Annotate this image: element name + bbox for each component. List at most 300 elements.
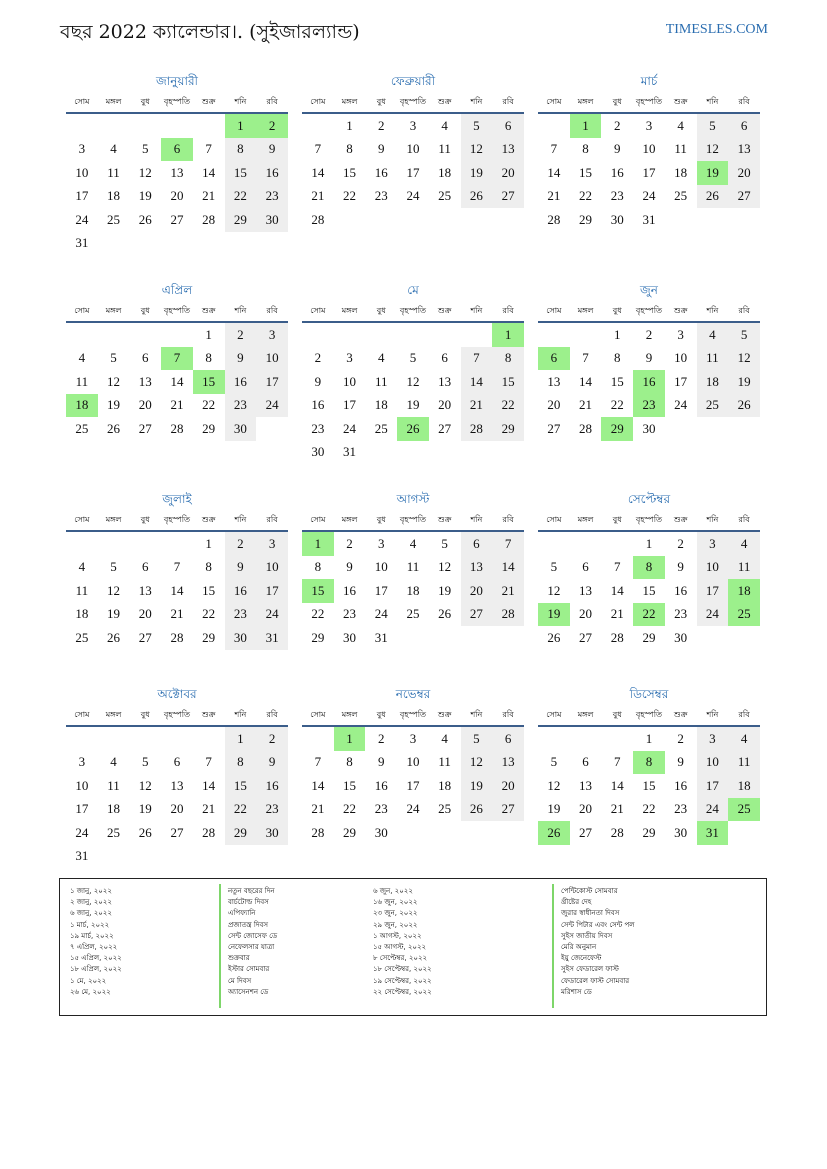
month-calendar: [538, 488, 760, 650]
day-cell: 23: [674, 801, 688, 817]
day-cell: 27: [579, 824, 593, 840]
day-cell: 9: [645, 350, 653, 366]
day-cell: 3: [378, 535, 385, 551]
weekday-header: রবি: [256, 301, 288, 322]
day-cell: 7: [205, 141, 212, 157]
day-cell: 21: [311, 801, 325, 817]
day-cell: 30: [343, 629, 357, 645]
empty-cell: [193, 232, 225, 256]
day-cell: 30: [311, 444, 325, 460]
day-cell: 2: [645, 326, 653, 342]
day-cell: 18: [374, 397, 388, 413]
day-cell: 30: [610, 211, 624, 227]
day-cell: 5: [110, 350, 117, 366]
legend-date: ২৬ মে, ২০২২: [70, 987, 111, 996]
empty-cell: [397, 821, 429, 845]
weekday-header: মঙ্গল: [334, 705, 366, 726]
month-name: জানুয়ারী: [156, 74, 198, 88]
weekday-header: মঙ্গল: [334, 92, 366, 113]
day-cell: 9: [378, 754, 385, 770]
legend-left-names: [228, 886, 277, 998]
day-cell: 26: [461, 798, 493, 822]
day-cell: 9: [614, 141, 621, 157]
day-cell: 24: [343, 420, 357, 436]
month-calendar: [66, 683, 288, 868]
day-cell: 25: [75, 629, 89, 645]
day-cell: 29: [642, 824, 656, 840]
day-cell: 13: [138, 373, 152, 389]
weekday-header: বৃহস্পতি: [161, 705, 193, 726]
empty-cell: [365, 322, 397, 347]
day-cell: 26: [107, 420, 121, 436]
day-cell: 17: [256, 579, 288, 603]
day-cell: 26: [397, 417, 429, 441]
day-cell: 23: [374, 188, 388, 204]
day-cell: 14: [610, 582, 624, 598]
legend-date: ২ জানু, ২০২২: [70, 898, 112, 907]
empty-cell: [397, 626, 429, 650]
day-cell: 7: [582, 350, 589, 366]
day-cell: 18: [728, 579, 760, 603]
day-cell: 12: [547, 582, 561, 598]
day-cell: 8: [633, 751, 665, 775]
day-cell: 16: [633, 370, 665, 394]
day-cell: 24: [406, 801, 420, 817]
day-cell: 27: [461, 603, 493, 627]
day-cell: 13: [461, 556, 493, 580]
day-cell: 14: [610, 777, 624, 793]
empty-cell: [570, 726, 602, 751]
day-cell: 29: [601, 417, 633, 441]
day-cell: 31: [374, 629, 388, 645]
month-table: [302, 705, 524, 845]
weekday-header: শুক্র: [193, 301, 225, 322]
day-cell: 18: [406, 582, 420, 598]
day-cell: 4: [378, 350, 385, 366]
day-cell: 11: [374, 373, 388, 389]
day-cell: 8: [314, 559, 322, 575]
empty-cell: [538, 322, 570, 347]
day-cell: 15: [225, 774, 257, 798]
day-cell: 13: [138, 582, 152, 598]
day-cell: 9: [256, 138, 288, 162]
day-cell: 15: [642, 777, 656, 793]
holiday-legend: [59, 878, 767, 1016]
month-name: আগস্ট: [396, 492, 430, 506]
weekday-header: শনি: [225, 301, 257, 322]
day-cell: 13: [492, 751, 524, 775]
day-cell: 28: [547, 211, 561, 227]
day-cell: 1: [346, 117, 353, 133]
day-cell: 25: [107, 211, 121, 227]
legend-date: ২৯ জুন, ২০২২: [373, 920, 418, 929]
day-cell: 4: [78, 350, 86, 366]
weekday-header: মঙ্গল: [334, 301, 366, 322]
month-calendar: [66, 70, 288, 255]
day-cell: 17: [697, 579, 729, 603]
legend-holiday-name: ইস্টার সোমবার: [228, 965, 270, 974]
empty-cell: [98, 845, 130, 869]
day-cell: 2: [256, 113, 288, 138]
day-cell: 23: [256, 798, 288, 822]
day-cell: 25: [728, 798, 760, 822]
day-cell: 15: [202, 582, 216, 598]
weekday-header: শনি: [461, 510, 493, 531]
empty-cell: [728, 417, 760, 441]
day-cell: 20: [728, 161, 760, 185]
day-cell: 14: [311, 777, 325, 793]
legend-date: ১ জানু, ২০২২: [70, 887, 112, 895]
day-cell: 27: [492, 185, 524, 209]
day-cell: 4: [78, 559, 86, 575]
day-cell: 9: [677, 754, 684, 770]
empty-cell: [461, 441, 493, 465]
day-cell: 25: [438, 801, 452, 817]
day-cell: 17: [642, 164, 656, 180]
day-cell: 10: [406, 754, 420, 770]
weekday-header: শুক্র: [429, 705, 461, 726]
day-cell: 2: [677, 730, 684, 746]
day-cell: 13: [492, 138, 524, 162]
day-cell: 14: [170, 582, 184, 598]
day-cell: 27: [579, 629, 593, 645]
weekday-header: শুক্র: [665, 301, 697, 322]
weekday-header: বুধ: [365, 705, 397, 726]
day-cell: 2: [256, 726, 288, 751]
empty-cell: [492, 821, 524, 845]
day-cell: 15: [225, 161, 257, 185]
day-cell: 26: [697, 185, 729, 209]
day-cell: 6: [142, 559, 149, 575]
month-table: [302, 92, 524, 232]
day-cell: 27: [138, 420, 152, 436]
day-cell: 16: [610, 164, 624, 180]
day-cell: 24: [256, 603, 288, 627]
empty-cell: [129, 232, 161, 256]
day-cell: 3: [346, 350, 353, 366]
day-cell: 7: [614, 754, 621, 770]
empty-cell: [225, 845, 257, 869]
weekday-header: শনি: [461, 92, 493, 113]
day-cell: 12: [107, 373, 121, 389]
day-cell: 6: [492, 113, 524, 138]
day-cell: 28: [202, 824, 216, 840]
weekday-header: শুক্র: [429, 92, 461, 113]
day-cell: 4: [441, 730, 448, 746]
day-cell: 18: [75, 606, 89, 622]
day-cell: 23: [374, 801, 388, 817]
empty-cell: [492, 208, 524, 232]
legend-right-names: [561, 886, 635, 998]
day-cell: 16: [256, 161, 288, 185]
day-cell: 23: [311, 420, 325, 436]
day-cell: 4: [441, 117, 448, 133]
day-cell: 4: [409, 535, 417, 551]
day-cell: 16: [343, 582, 357, 598]
day-cell: 5: [142, 141, 149, 157]
day-cell: 1: [302, 531, 334, 556]
empty-cell: [334, 322, 366, 347]
empty-cell: [538, 113, 570, 138]
day-cell: 3: [78, 754, 86, 770]
day-cell: 15: [302, 579, 334, 603]
empty-cell: [601, 531, 633, 556]
day-cell: 19: [406, 397, 420, 413]
day-cell: 9: [314, 373, 322, 389]
month-table: [538, 92, 760, 232]
day-cell: 8: [205, 559, 212, 575]
day-cell: 18: [107, 188, 121, 204]
weekday-header: শনি: [697, 301, 729, 322]
day-cell: 11: [697, 347, 729, 371]
day-cell: 18: [697, 370, 729, 394]
weekday-header: শনি: [697, 510, 729, 531]
day-cell: 23: [343, 606, 357, 622]
weekday-header: মঙ্গল: [98, 301, 130, 322]
weekday-header: শনি: [461, 301, 493, 322]
day-cell: 6: [582, 559, 589, 575]
weekday-header: সোম: [538, 705, 570, 726]
day-cell: 22: [225, 798, 257, 822]
month-name: নভেম্বর: [395, 687, 431, 701]
day-cell: 21: [461, 394, 493, 418]
day-cell: 31: [343, 444, 357, 460]
day-cell: 17: [406, 777, 420, 793]
day-cell: 30: [256, 821, 288, 845]
month-name: এপ্রিল: [161, 283, 193, 297]
day-cell: 19: [697, 161, 729, 185]
day-cell: 22: [642, 801, 656, 817]
day-cell: 13: [170, 164, 184, 180]
day-cell: 19: [461, 161, 493, 185]
empty-cell: [161, 113, 193, 138]
day-cell: 3: [256, 322, 288, 347]
day-cell: 17: [374, 582, 388, 598]
day-cell: 21: [610, 606, 624, 622]
day-cell: 11: [674, 141, 687, 157]
month-calendar: [538, 279, 760, 441]
day-cell: 10: [256, 556, 288, 580]
weekday-header: সোম: [538, 301, 570, 322]
day-cell: 14: [202, 164, 216, 180]
empty-cell: [429, 322, 461, 347]
legend-holiday-name: নতুন বছরের দিন: [228, 887, 275, 895]
day-cell: 6: [728, 113, 760, 138]
day-cell: 22: [343, 801, 357, 817]
day-cell: 12: [461, 751, 493, 775]
day-cell: 13: [170, 777, 184, 793]
month-table: [538, 705, 760, 845]
weekday-header: সোম: [302, 510, 334, 531]
legend-holiday-name: পেন্টিকোস্ট সোমবার: [561, 887, 618, 895]
day-cell: 4: [110, 754, 117, 770]
weekday-header: শুক্র: [429, 510, 461, 531]
day-cell: 24: [697, 798, 729, 822]
empty-cell: [66, 322, 98, 347]
day-cell: 5: [409, 350, 417, 366]
day-cell: 12: [461, 138, 493, 162]
day-cell: 1: [614, 326, 621, 342]
day-cell: 20: [438, 397, 452, 413]
empty-cell: [129, 113, 161, 138]
day-cell: 1: [225, 113, 257, 138]
empty-cell: [225, 232, 257, 256]
legend-holiday-name: খ্রীষ্টের দেহ: [561, 898, 592, 907]
day-cell: 3: [697, 726, 729, 751]
day-cell: 3: [409, 730, 417, 746]
day-cell: 29: [202, 420, 216, 436]
day-cell: 17: [343, 397, 357, 413]
day-cell: 24: [75, 211, 89, 227]
empty-cell: [161, 232, 193, 256]
day-cell: 14: [170, 373, 184, 389]
legend-date: ১৫ আগস্ট, ২০২২: [373, 942, 427, 951]
day-cell: 8: [582, 141, 589, 157]
empty-cell: [66, 726, 98, 751]
day-cell: 23: [610, 188, 624, 204]
empty-cell: [492, 441, 524, 465]
day-cell: 10: [674, 350, 688, 366]
weekday-header: বৃহস্পতি: [633, 705, 665, 726]
day-cell: 29: [343, 824, 357, 840]
day-cell: 13: [438, 373, 452, 389]
day-cell: 23: [225, 603, 257, 627]
weekday-header: মঙ্গল: [570, 705, 602, 726]
day-cell: 15: [343, 164, 357, 180]
day-cell: 27: [138, 629, 152, 645]
weekday-header: বুধ: [365, 92, 397, 113]
empty-cell: [728, 208, 760, 232]
day-cell: 9: [225, 347, 257, 371]
day-cell: 15: [343, 777, 357, 793]
day-cell: 24: [256, 394, 288, 418]
day-cell: 11: [728, 556, 760, 580]
day-cell: 16: [311, 397, 325, 413]
day-cell: 27: [547, 420, 561, 436]
legend-date: ১ মে, ২০২২: [70, 976, 107, 985]
weekday-header: সোম: [538, 92, 570, 113]
weekday-header: শনি: [697, 705, 729, 726]
day-cell: 20: [170, 801, 184, 817]
day-cell: 29: [225, 821, 257, 845]
day-cell: 6: [461, 531, 493, 556]
day-cell: 6: [582, 754, 589, 770]
day-cell: 2: [225, 531, 257, 556]
day-cell: 11: [438, 754, 451, 770]
empty-cell: [570, 531, 602, 556]
weekday-header: বৃহস্পতি: [397, 92, 429, 113]
day-cell: 23: [225, 394, 257, 418]
day-cell: 4: [110, 141, 117, 157]
day-cell: 1: [225, 726, 257, 751]
day-cell: 30: [642, 420, 656, 436]
day-cell: 30: [674, 824, 688, 840]
day-cell: 13: [579, 777, 593, 793]
empty-cell: [302, 726, 334, 751]
day-cell: 22: [202, 397, 216, 413]
day-cell: 28: [461, 417, 493, 441]
day-cell: 28: [579, 420, 593, 436]
empty-cell: [334, 208, 366, 232]
weekday-header: রবি: [256, 705, 288, 726]
day-cell: 17: [75, 801, 89, 817]
weekday-header: বুধ: [365, 510, 397, 531]
weekday-header: মঙ্গল: [570, 510, 602, 531]
empty-cell: [397, 322, 429, 347]
day-cell: 28: [170, 629, 184, 645]
empty-cell: [461, 208, 493, 232]
day-cell: 12: [138, 777, 152, 793]
day-cell: 12: [107, 582, 121, 598]
day-cell: 21: [170, 606, 184, 622]
day-cell: 23: [674, 606, 688, 622]
day-cell: 13: [547, 373, 561, 389]
day-cell: 26: [538, 821, 570, 845]
day-cell: 26: [461, 185, 493, 209]
day-cell: 17: [75, 188, 89, 204]
day-cell: 7: [461, 347, 493, 371]
weekday-header: শুক্র: [665, 92, 697, 113]
day-cell: 26: [438, 606, 452, 622]
weekday-header: রবি: [728, 510, 760, 531]
day-cell: 3: [409, 117, 417, 133]
day-cell: 8: [633, 556, 665, 580]
day-cell: 30: [225, 626, 257, 650]
day-cell: 16: [374, 777, 388, 793]
day-cell: 22: [343, 188, 357, 204]
day-cell: 23: [256, 185, 288, 209]
weekday-header: শনি: [461, 705, 493, 726]
day-cell: 20: [138, 606, 152, 622]
empty-cell: [98, 113, 130, 138]
day-cell: 1: [570, 113, 602, 138]
month-table: [66, 705, 288, 868]
day-cell: 26: [138, 824, 152, 840]
day-cell: 8: [205, 350, 212, 366]
day-cell: 18: [674, 164, 688, 180]
day-cell: 28: [202, 211, 216, 227]
site-link[interactable]: TIMESLES.COM: [665, 22, 768, 37]
empty-cell: [365, 441, 397, 465]
weekday-header: বৃহস্পতি: [633, 92, 665, 113]
month-name: মার্চ: [640, 74, 658, 88]
legend-date: ১৯ সেপ্টেম্বর, ২০২২: [373, 976, 432, 985]
day-cell: 5: [441, 535, 448, 551]
empty-cell: [697, 208, 729, 232]
legend-date: ১৬ জুন, ২০২২: [373, 898, 418, 907]
day-cell: 17: [406, 164, 420, 180]
empty-cell: [397, 441, 429, 465]
day-cell: 6: [142, 350, 149, 366]
month-name: জুন: [640, 283, 658, 297]
empty-cell: [697, 626, 729, 650]
day-cell: 4: [728, 726, 760, 751]
day-cell: 13: [728, 138, 760, 162]
day-cell: 14: [547, 164, 561, 180]
empty-cell: [98, 322, 130, 347]
weekday-header: মঙ্গল: [98, 510, 130, 531]
day-cell: 8: [225, 751, 257, 775]
day-cell: 20: [492, 774, 524, 798]
day-cell: 2: [378, 730, 385, 746]
month-table: [302, 301, 524, 464]
day-cell: 24: [406, 188, 420, 204]
weekday-header: রবি: [256, 510, 288, 531]
weekday-header: সোম: [66, 92, 98, 113]
legend-divider: [219, 884, 221, 1008]
day-cell: 15: [193, 370, 225, 394]
day-cell: 22: [579, 188, 593, 204]
